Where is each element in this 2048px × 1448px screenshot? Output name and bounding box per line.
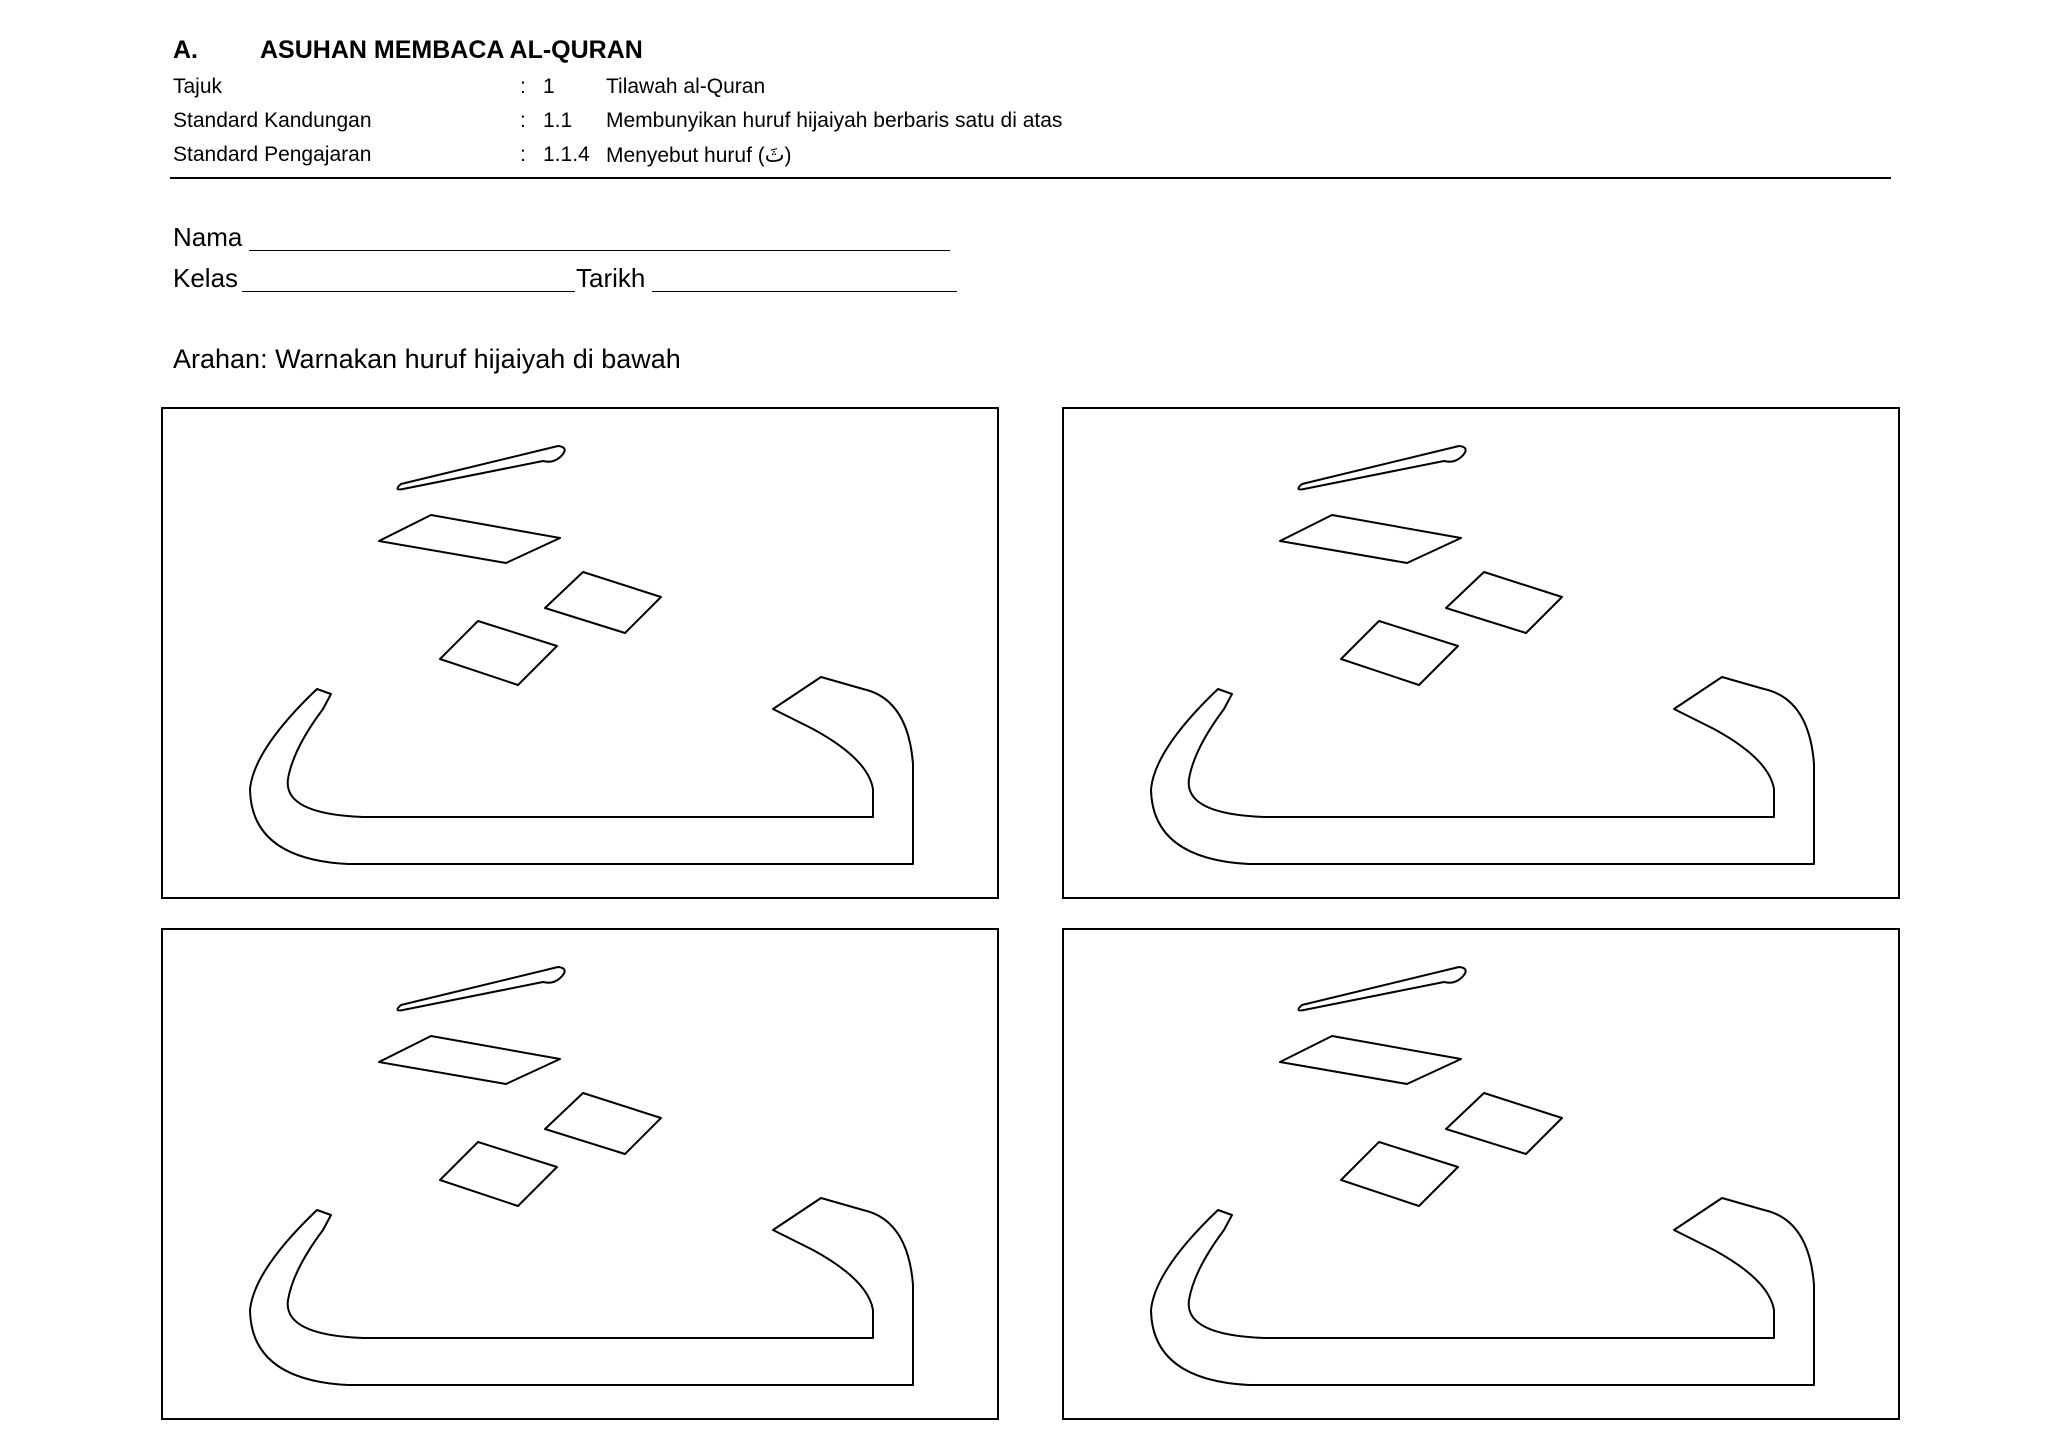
dot-left: [1341, 1142, 1458, 1206]
tha-body: [1151, 677, 1814, 864]
dot-top: [379, 1036, 560, 1084]
tha-body: [250, 677, 913, 864]
header-divider: [170, 177, 1891, 179]
meta-colon: :: [520, 75, 526, 98]
kelas-label: Kelas: [173, 263, 239, 293]
dot-left: [440, 1142, 557, 1206]
meta-colon: :: [520, 109, 526, 132]
meta-text-standard-pengajaran: Menyebut huruf (ثَ): [606, 144, 792, 167]
meta-label-standard-kandungan: Standard Kandungan: [173, 109, 372, 132]
letter-card: [1062, 407, 1900, 899]
fathah-stroke: [397, 967, 564, 1010]
letter-card: [161, 407, 999, 899]
tha-body: [1151, 1198, 1814, 1385]
fathah-stroke: [397, 446, 564, 489]
kelas-field-line[interactable]: [242, 291, 575, 292]
meta-number-standard-kandungan: 1.1: [543, 109, 573, 132]
meta-label-standard-pengajaran: Standard Pengajaran: [173, 143, 372, 166]
instruction-text: Arahan: Warnakan huruf hijaiyah di bawah: [173, 344, 681, 374]
dot-top: [379, 515, 560, 563]
dot-left: [440, 621, 557, 685]
letter-card: [161, 928, 999, 1420]
fathah-stroke: [1298, 446, 1465, 489]
meta-text-standard-kandungan: Membunyikan huruf hijaiyah berbaris satu di atas: [606, 109, 1063, 132]
tarikh-label: Tarikh: [576, 263, 646, 293]
section-letter: A.: [173, 36, 198, 64]
meta-colon: :: [520, 143, 526, 166]
dot-top: [1280, 1036, 1461, 1084]
tha-fathah-outline-icon[interactable]: [1064, 409, 1902, 901]
meta-number-tajuk: 1: [543, 75, 555, 98]
tha-fathah-outline-icon[interactable]: [163, 930, 1001, 1422]
dot-left: [1341, 621, 1458, 685]
dot-right: [1446, 572, 1562, 633]
letter-card: [1062, 928, 1900, 1420]
dot-right: [1446, 1093, 1562, 1154]
dot-right: [545, 572, 661, 633]
tha-fathah-outline-icon[interactable]: [1064, 930, 1902, 1422]
tha-fathah-outline-icon[interactable]: [163, 409, 1001, 901]
meta-text-tajuk: Tilawah al-Quran: [606, 75, 766, 98]
tarikh-field-line[interactable]: [652, 291, 957, 292]
nama-field-line[interactable]: [249, 250, 950, 251]
tha-body: [250, 1198, 913, 1385]
meta-label-tajuk: Tajuk: [173, 75, 223, 98]
dot-right: [545, 1093, 661, 1154]
dot-top: [1280, 515, 1461, 563]
fathah-stroke: [1298, 967, 1465, 1010]
meta-number-standard-pengajaran: 1.1.4: [543, 143, 590, 166]
nama-label: Nama: [173, 222, 243, 252]
section-title: ASUHAN MEMBACA AL-QURAN: [260, 36, 643, 64]
